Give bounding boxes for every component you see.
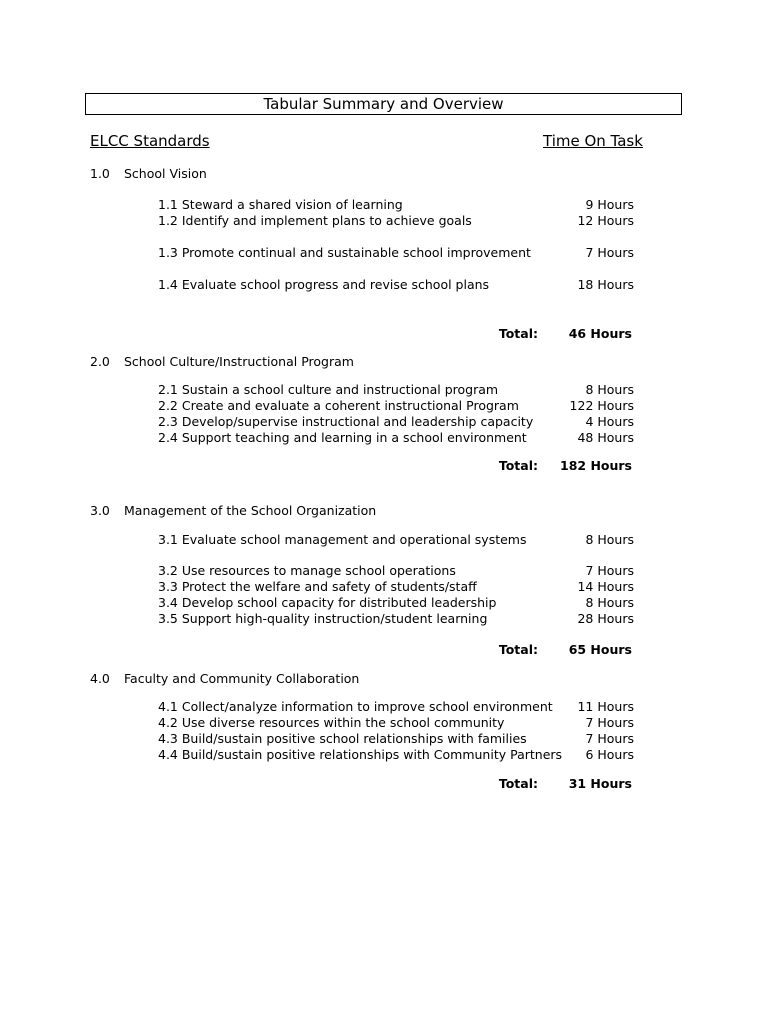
standard-hours: 7 Hours [585,245,634,260]
standard-item: 1.1 Steward a shared vision of learning [158,197,403,212]
section-total: 65 Hours [568,642,632,657]
standard-hours: 7 Hours [585,731,634,746]
standard-item: 2.2 Create and evaluate a coherent instructional Program [158,398,519,413]
standard-hours: 28 Hours [577,611,634,626]
standard-item: 2.3 Develop/supervise instructional and leadership capacity [158,414,534,429]
elcc-standards-heading: ELCC Standards [90,132,210,150]
standard-item: 4.3 Build/sustain positive school relationships with families [158,731,527,746]
standard-item: 4.1 Collect/analyze information to improve school environment [158,699,553,714]
section-number: 2.0 [90,354,110,369]
standard-item: 1.3 Promote continual and sustainable school improvement [158,245,531,260]
standard-hours: 11 Hours [577,699,634,714]
standard-hours: 8 Hours [585,382,634,397]
standard-item: 2.4 Support teaching and learning in a school environment [158,430,527,445]
section-total: 182 Hours [560,458,632,473]
section-total: 46 Hours [568,326,632,341]
standard-hours: 14 Hours [577,579,634,594]
time-on-task-heading: Time On Task [543,132,643,150]
section-number: 3.0 [90,503,110,518]
standard-item: 3.1 Evaluate school management and operational systems [158,532,527,547]
standard-hours: 7 Hours [585,715,634,730]
section-name: School Vision [124,166,207,181]
standard-hours: 6 Hours [585,747,634,762]
standard-item: 3.4 Develop school capacity for distributed leadership [158,595,497,610]
standard-item: 1.2 Identify and implement plans to achieve goals [158,213,472,228]
standard-hours: 18 Hours [577,277,634,292]
total-label: Total: [498,776,538,791]
standard-item: 2.1 Sustain a school culture and instructional program [158,382,499,397]
standard-item: 4.4 Build/sustain positive relationships with Community Partners [158,747,563,762]
section-name: Faculty and Community Collaboration [124,671,360,686]
standard-hours: 122 Hours [569,398,634,413]
standard-hours: 12 Hours [577,213,634,228]
standard-item: 3.3 Protect the welfare and safety of students/staff [158,579,477,594]
standard-hours: 4 Hours [585,414,634,429]
standard-hours: 48 Hours [577,430,634,445]
section-name: School Culture/Instructional Program [124,354,354,369]
standard-hours: 7 Hours [585,563,634,578]
total-label: Total: [498,326,538,341]
section-total: 31 Hours [568,776,632,791]
total-label: Total: [498,642,538,657]
standard-item: 3.5 Support high-quality instruction/student learning [158,611,488,626]
total-label: Total: [498,458,538,473]
standard-hours: 9 Hours [585,197,634,212]
section-number: 1.0 [90,166,110,181]
standard-hours: 8 Hours [585,532,634,547]
document-title: Tabular Summary and Overview [85,93,682,115]
standard-item: 4.2 Use diverse resources within the school community [158,715,505,730]
standard-item: 1.4 Evaluate school progress and revise school plans [158,277,490,292]
standard-hours: 8 Hours [585,595,634,610]
section-name: Management of the School Organization [124,503,377,518]
section-number: 4.0 [90,671,110,686]
standard-item: 3.2 Use resources to manage school operations [158,563,456,578]
